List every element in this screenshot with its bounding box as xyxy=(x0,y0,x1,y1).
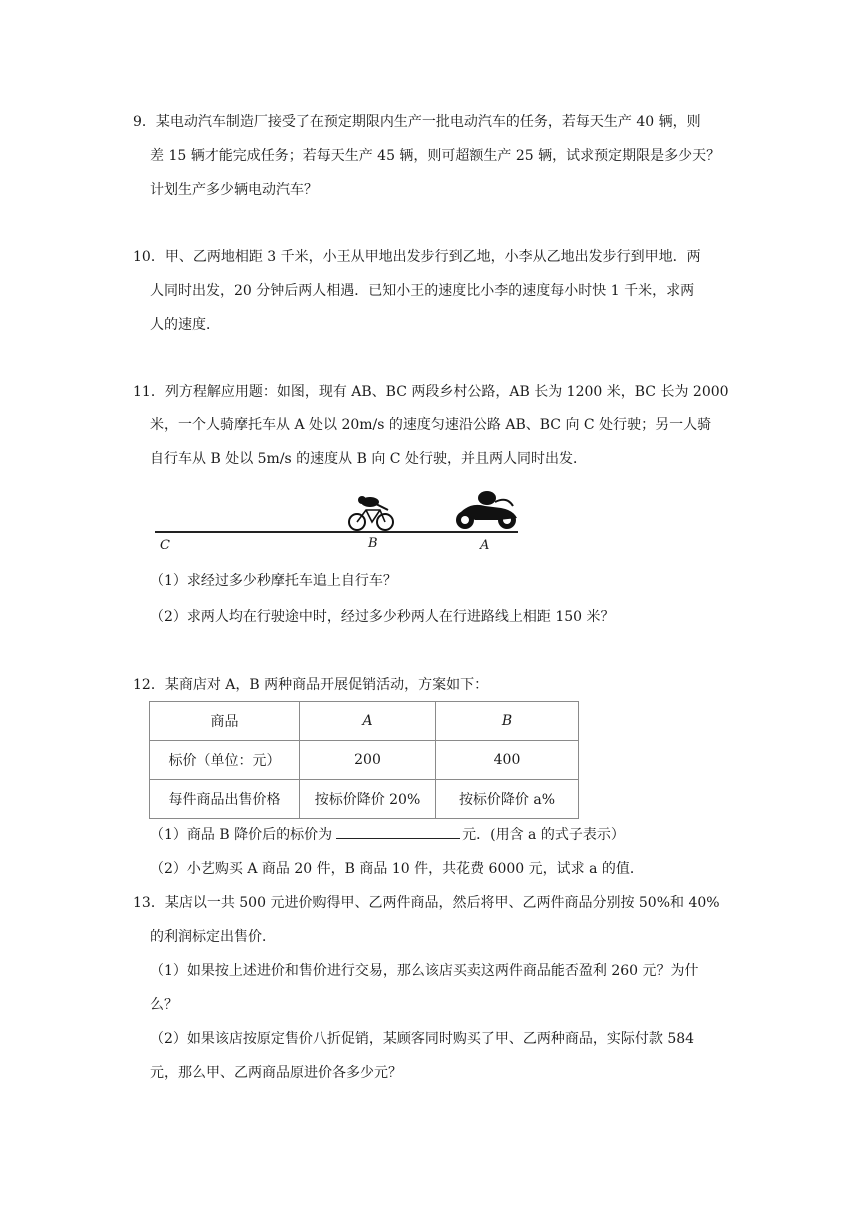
q11-sub1: （1）求经过多少秒摩托车追上自行车？ xyxy=(150,573,397,589)
label-a: A xyxy=(480,538,490,553)
motorcycle-icon xyxy=(456,491,517,529)
q12-line1: 12．某商店对 A，B 两种商品开展促销活动，方案如下： xyxy=(133,677,489,693)
table-cell: 200 xyxy=(300,741,436,780)
q11-line1: 11．列方程解应用题：如图，现有 AB、BC 两段乡村公路，AB 长为 1200 米，BC 长为 2000 xyxy=(133,384,729,400)
q12-sub1: （1）商品 B 降价后的标价为 元．(用含 a 的式子表示） xyxy=(150,824,625,845)
table-cell: 按标价降价 20% xyxy=(300,780,436,819)
q13-sub2a: （2）如果该店按原定售价八折促销，某顾客同时购买了甲、乙两种商品，实际付款 584 xyxy=(150,1031,695,1047)
q11-line2: 米，一个人骑摩托车从 A 处以 20m/s 的速度匀速沿公路 AB、BC 向 C 处行驶；另一人骑 xyxy=(150,417,712,433)
q9-line3: 计划生产多少辆电动汽车？ xyxy=(150,182,318,198)
q10-line3: 人的速度． xyxy=(150,317,220,333)
q13-sub1a: （1）如果按上述进价和售价进行交易，那么该店买卖这两件商品能否盈利 260 元？为什 xyxy=(150,963,699,979)
table-row xyxy=(150,780,579,819)
road-figure xyxy=(150,488,530,558)
q9-line1: 9．某电动汽车制造厂接受了在预定期限内生产一批电动汽车的任务，若每天生产 40 辆，则 xyxy=(133,114,701,130)
q13-sub2b: 元，那么甲、乙两商品原进价各多少元？ xyxy=(150,1065,402,1081)
label-c: C xyxy=(160,538,170,553)
table-cell: 400 xyxy=(436,741,579,780)
label-b: B xyxy=(368,536,378,551)
q9-line2: 差 15 辆才能完成任务；若每天生产 45 辆，则可超额生产 25 辆，试求预定期限是多少天？ xyxy=(150,148,721,164)
q12-sub2: （2）小艺购买 A 商品 20 件，B 商品 10 件，共花费 6000 元，试求 a 的值． xyxy=(150,861,644,877)
table-row xyxy=(150,702,579,741)
bicycle-icon xyxy=(349,496,393,530)
q13-line2: 的利润标定出售价． xyxy=(150,929,276,945)
table-cell: 标价（单位：元） xyxy=(150,741,300,780)
table-cell: 按标价降价 a% xyxy=(436,780,579,819)
q10-line1: 10．甲、乙两地相距 3 千米，小王从甲地出发步行到乙地，小李从乙地出发步行到甲地．两 xyxy=(133,249,701,265)
q13-line1: 13．某店以一共 500 元进价购得甲、乙两件商品，然后将甲、乙两件商品分别按 50%和 40% xyxy=(133,895,720,911)
q13-sub1b: 么？ xyxy=(150,997,178,1013)
q10-line2: 人同时出发，20 分钟后两人相遇．已知小王的速度比小李的速度每小时快 1 千米，求两 xyxy=(150,283,695,299)
table-header-cell: 商品 xyxy=(150,702,300,741)
table-header-cell: A xyxy=(300,702,436,741)
price-table xyxy=(149,701,579,819)
q11-line3: 自行车从 B 处以 5m/s 的速度从 B 向 C 处行驶，并且两人同时出发． xyxy=(150,451,587,467)
table-cell: 每件商品出售价格 xyxy=(150,780,300,819)
table-header-cell: B xyxy=(436,702,579,741)
table-row xyxy=(150,741,579,780)
answer-blank[interactable] xyxy=(336,824,460,839)
q11-sub2: （2）求两人均在行驶途中时，经过多少秒两人在行进路线上相距 150 米？ xyxy=(150,609,615,625)
